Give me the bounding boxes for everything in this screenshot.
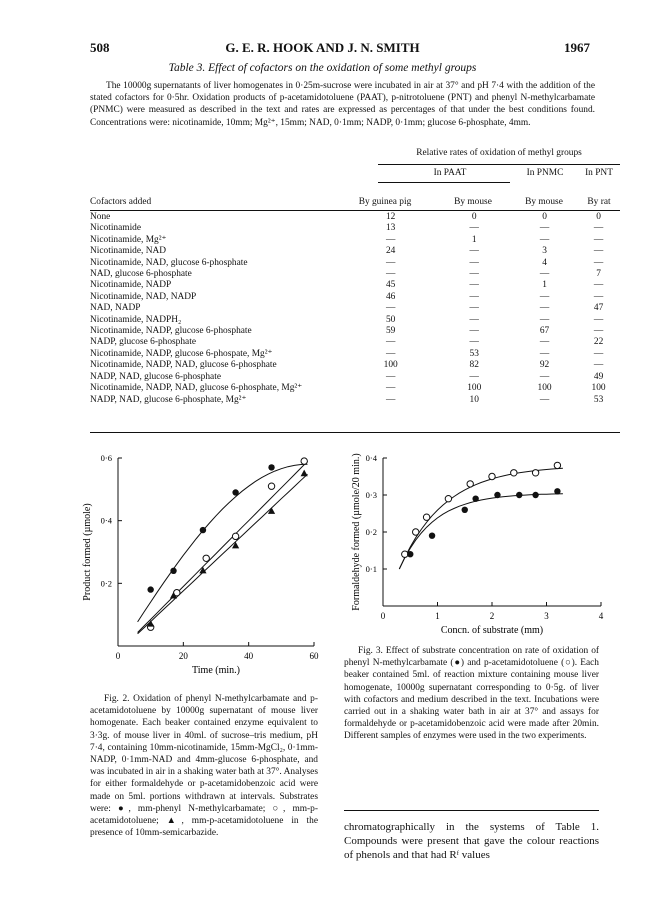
mouse-pnmc-cell: 100 — [537, 383, 552, 394]
guinea-pig-cell: 13 — [385, 223, 396, 234]
mouse-paat-cell: — — [469, 269, 479, 280]
table-row — [90, 223, 620, 234]
guinea-pig-cell: 59 — [385, 326, 396, 337]
mouse-paat-cell: — — [469, 303, 479, 314]
table-row — [90, 280, 620, 291]
mouse-paat-cell: — — [469, 257, 479, 268]
table-group-header: Relative rates of oxidation of methyl groups — [416, 148, 582, 158]
cofactor-cell: Nicotinamide, NADP — [90, 280, 172, 291]
y-tick-label: 0·4 — [365, 453, 377, 463]
mouse-paat-cell: — — [469, 280, 479, 291]
x-tick-label: 20 — [178, 651, 188, 661]
table-row — [90, 360, 620, 371]
guinea-pig-cell: 100 — [383, 360, 398, 371]
rat-cell: 7 — [596, 269, 601, 280]
y-axis-label: Formaldehyde formed (µmole/20 min.) — [351, 453, 362, 611]
table-row — [90, 246, 620, 257]
table-rule — [378, 164, 620, 165]
data-point — [494, 492, 500, 498]
rat-cell: — — [593, 314, 604, 325]
mouse-paat-cell: — — [469, 223, 479, 234]
cofactor-cell: Nicotinamide, NADP, glucose 6-phosphate — [90, 326, 252, 337]
data-point — [232, 489, 238, 495]
data-point — [232, 542, 239, 549]
rat-cell: — — [593, 280, 604, 291]
cofactor-cell: Nicotinamide, NADP, glucose 6-phospate, Mg²⁺ — [90, 348, 273, 359]
mouse-pnmc-cell: 92 — [539, 360, 550, 371]
y-tick-label: 0·6 — [100, 453, 112, 463]
rat-cell: — — [593, 326, 604, 337]
guinea-pig-cell: 24 — [385, 246, 396, 257]
data-point — [532, 492, 538, 498]
data-point — [203, 555, 209, 561]
table-row — [90, 349, 620, 360]
data-point — [402, 551, 408, 557]
header-cofactors: Cofactors added — [90, 197, 152, 207]
mouse-paat-cell: 1 — [471, 234, 477, 245]
x-tick-label: 4 — [598, 611, 604, 621]
fig2-chart — [70, 448, 340, 688]
y-tick-label: 0·2 — [365, 527, 377, 537]
x-axis-label: Concn. of substrate (mm) — [440, 625, 544, 636]
fig2-caption: Fig. 2. Oxidation of phenyl N-methylcarbamate and p-acetamidotoluene by 10000g supernatant of mouse liver homogenate. Each beaker contained enzyme equivalent to 3·3g. of mouse liver in 40ml. of sucrose–tris medium, pH 7·4, containing 10mm-nicotinamide, 15mm-MgCl₂, 0·1mm-NADP, 0·1mm-NAD and 4mm-glucose 6-phosphate, and was incubated in air in a shaking water bath at 37°. Analyses for either formaldehyde or p-acetamidobenzoic acid were made on 5ml. portions withdrawn at intervals. Substrates were: ●, mm-phenyl N-methylcarbamate; ○, mm-p-acetamidotoluene; ▲, mm-p-acetamidotoluene in the presence of 10mm-semicarbazide. — [90, 694, 318, 839]
mouse-pnmc-cell: — — [539, 337, 550, 348]
page-number: 508 — [90, 40, 110, 55]
mouse-paat-cell: — — [469, 246, 479, 257]
mouse-paat-cell: — — [469, 291, 479, 302]
data-point — [472, 496, 478, 502]
cofactor-cell: Nicotinamide, NAD, NADP — [90, 291, 197, 302]
y-tick-label: 0·1 — [365, 564, 377, 574]
mouse-paat-cell: — — [469, 326, 479, 337]
cofactor-cell: Nicotinamide, NADP, NAD, glucose 6-phosphate — [90, 360, 277, 371]
cofactor-cell: None — [90, 212, 111, 222]
rat-cell: — — [593, 246, 604, 257]
header-in-pnt: In PNT — [585, 168, 613, 178]
rat-cell: — — [593, 234, 604, 245]
cofactor-cell: Nicotinamide — [90, 223, 142, 234]
cofactor-cell: Nicotinamide, NADP, NAD, glucose 6-phosphate, Mg²⁺ — [90, 383, 303, 394]
data-point — [200, 527, 206, 533]
guinea-pig-cell: — — [385, 371, 396, 382]
fig3-caption: Fig. 3. Effect of substrate concentration on rate of oxidation of phenyl N-methylcarbamate (●) and p-acetamidotoluene (○). Each beaker contained 5ml. of reaction mixture containing mouse liver homogenate, 10000g supernatant corresponding to 0·5g. of liver with cofactors and medium described in the text. Incubations were carried out in a shaking water bath in air at 37° and assays for formaldehyde or p-acetamidobenzoic acid were made after 20min. Different samples of enzymes were used in the two experiments. — [344, 646, 599, 742]
mouse-paat-cell: 82 — [469, 360, 479, 371]
mouse-pnmc-cell: 3 — [542, 246, 547, 257]
y-tick-label: 0·4 — [100, 515, 112, 526]
data-point — [147, 586, 153, 592]
mouse-paat-cell: 100 — [467, 383, 482, 394]
data-point — [532, 470, 538, 476]
table-caption: The 10000g supernatants of liver homogenates in 0·25m-sucrose were incubated in air at 37° and pH 7·4 with the addition of the stated cofactors for 0·5hr. Oxidation products of p-acetamidotoluene (PAAT), p-nitrotoluene (PNT) and phenyl N-methylcarbamate (PNMC) were measured as described in the text and rates are expressed as percentages of that under the best conditions found. Concentrations were: nicotinamide, 10mm; Mg²⁺, 15mm; NAD, 0·1mm; NADP, 0·1mm; glucose 6-phosphate, 4mm. — [90, 81, 595, 128]
data-point — [554, 462, 560, 468]
header-by-rat: By rat — [587, 197, 611, 207]
rat-cell: 0 — [596, 212, 601, 222]
mouse-pnmc-cell: — — [539, 348, 550, 359]
year: 1967 — [564, 40, 590, 55]
header-by-mouse-paat: By mouse — [454, 197, 492, 207]
guinea-pig-cell: — — [385, 394, 396, 405]
data-point — [516, 492, 522, 498]
mouse-pnmc-cell: — — [539, 371, 550, 382]
mouse-pnmc-cell: 0 — [542, 212, 547, 222]
data-point — [268, 464, 274, 470]
guinea-pig-cell: — — [385, 234, 396, 245]
cofactor-cell: Nicotinamide, Mg²⁺ — [90, 234, 167, 245]
mouse-paat-cell: — — [469, 371, 479, 382]
guinea-pig-cell: — — [385, 269, 396, 280]
table-row — [90, 395, 620, 406]
mouse-pnmc-cell: — — [539, 314, 550, 325]
table-row — [90, 269, 620, 280]
table-row — [90, 292, 620, 303]
x-tick-label: 0 — [115, 651, 121, 661]
data-point — [511, 470, 517, 476]
y-axis-label: Product formed (µmole) — [82, 503, 93, 601]
data-point — [429, 533, 435, 539]
table-row — [90, 383, 620, 394]
mouse-pnmc-cell: 67 — [539, 326, 550, 337]
y-tick-label: 0·3 — [365, 490, 377, 500]
rat-cell: 47 — [593, 303, 604, 314]
header-by-mouse-pnmc: By mouse — [525, 197, 563, 207]
table-row — [90, 212, 620, 223]
x-tick-label: 1 — [435, 611, 440, 621]
body-paragraph: chromatographically in the systems of Table 1. Compounds were present that gave the colour reactions of phenols and that had Rᶠ values — [344, 821, 599, 861]
guinea-pig-cell: — — [385, 337, 396, 348]
mouse-pnmc-cell: — — [539, 269, 550, 280]
table-row — [90, 372, 620, 383]
data-point — [268, 483, 274, 489]
mouse-pnmc-cell: — — [539, 223, 550, 234]
data-point — [232, 533, 238, 539]
column-rule — [344, 810, 599, 811]
x-tick-label: 3 — [544, 611, 549, 621]
data-point — [467, 481, 473, 487]
cofactor-cell: NAD, NADP — [90, 303, 141, 314]
data-point — [554, 488, 560, 494]
data-point — [489, 473, 495, 479]
rat-cell: 49 — [593, 371, 604, 382]
fit-curve — [138, 474, 308, 634]
header-in-paat: In PAAT — [433, 168, 467, 178]
rat-cell: 100 — [591, 383, 606, 394]
x-axis-label: Time (min.) — [192, 665, 240, 676]
table-row — [90, 303, 620, 314]
mouse-pnmc-cell: — — [539, 303, 550, 314]
data-point — [445, 496, 451, 502]
guinea-pig-cell: — — [385, 348, 396, 359]
mouse-paat-cell: 53 — [469, 348, 479, 359]
table-header-rule — [90, 210, 620, 211]
cofactor-cell: NADP, glucose 6-phosphate — [90, 337, 196, 348]
data-point — [462, 507, 468, 513]
cofactor-cell: NAD, glucose 6-phosphate — [90, 269, 192, 280]
table-row — [90, 337, 620, 348]
rat-cell: — — [593, 360, 604, 371]
rat-cell: 22 — [593, 337, 604, 348]
x-tick-label: 60 — [309, 651, 319, 661]
guinea-pig-cell: 45 — [385, 280, 396, 291]
mouse-pnmc-cell: 1 — [542, 280, 547, 291]
guinea-pig-cell: 12 — [385, 212, 396, 222]
header-by-guinea-pig: By guinea pig — [358, 197, 412, 207]
x-tick-label: 2 — [489, 611, 495, 621]
data-point — [413, 529, 419, 535]
mouse-paat-cell: 0 — [471, 212, 477, 222]
x-tick-label: 0 — [380, 611, 386, 621]
guinea-pig-cell: 50 — [385, 314, 396, 325]
table-title: Table 3. Effect of cofactors on the oxidation of some methyl groups — [168, 62, 477, 74]
cofactor-cell: NADP, NAD, glucose 6-phosphate — [90, 371, 221, 382]
data-point — [407, 551, 413, 557]
mouse-paat-cell: 10 — [469, 394, 479, 405]
fit-curve — [138, 461, 308, 632]
table-row — [90, 235, 620, 246]
header-in-pnmc: In PNMC — [526, 168, 564, 178]
mouse-pnmc-cell: — — [539, 291, 550, 302]
guinea-pig-cell: — — [385, 383, 396, 394]
cofactor-cell: Nicotinamide, NADPH₂ — [90, 314, 182, 325]
guinea-pig-cell: — — [385, 303, 396, 314]
data-point — [301, 470, 308, 477]
data-point — [301, 458, 307, 464]
fit-curve — [138, 464, 308, 622]
rat-cell: — — [593, 291, 604, 302]
cofactor-cell: NADP, NAD, glucose 6-phosphate, Mg²⁺ — [90, 394, 247, 405]
fig3-chart — [345, 448, 625, 648]
mouse-pnmc-cell: — — [539, 394, 550, 405]
table-bottom-rule — [90, 432, 620, 433]
guinea-pig-cell: — — [385, 257, 396, 268]
data-point — [170, 568, 176, 574]
table-row — [90, 258, 620, 269]
guinea-pig-cell: 46 — [385, 291, 396, 302]
fit-curve — [399, 494, 563, 569]
rat-cell: — — [593, 223, 604, 234]
table-row — [90, 326, 620, 337]
mouse-paat-cell: — — [469, 314, 479, 325]
data-point — [423, 514, 429, 520]
y-tick-label: 0·2 — [100, 578, 112, 589]
paat-brace-rule — [378, 182, 510, 183]
cofactor-table — [90, 212, 620, 406]
cofactor-cell: Nicotinamide, NAD, glucose 6-phosphate — [90, 257, 248, 268]
x-tick-label: 40 — [244, 651, 254, 661]
mouse-pnmc-cell: 4 — [542, 257, 547, 268]
rat-cell: — — [593, 348, 604, 359]
mouse-paat-cell: — — [469, 337, 479, 348]
mouse-pnmc-cell: — — [539, 234, 550, 245]
rat-cell: — — [593, 257, 604, 268]
rat-cell: 53 — [593, 394, 604, 405]
table-row — [90, 315, 620, 326]
cofactor-cell: Nicotinamide, NAD — [90, 246, 167, 257]
running-head-authors: G. E. R. HOOK AND J. N. SMITH — [225, 40, 420, 55]
